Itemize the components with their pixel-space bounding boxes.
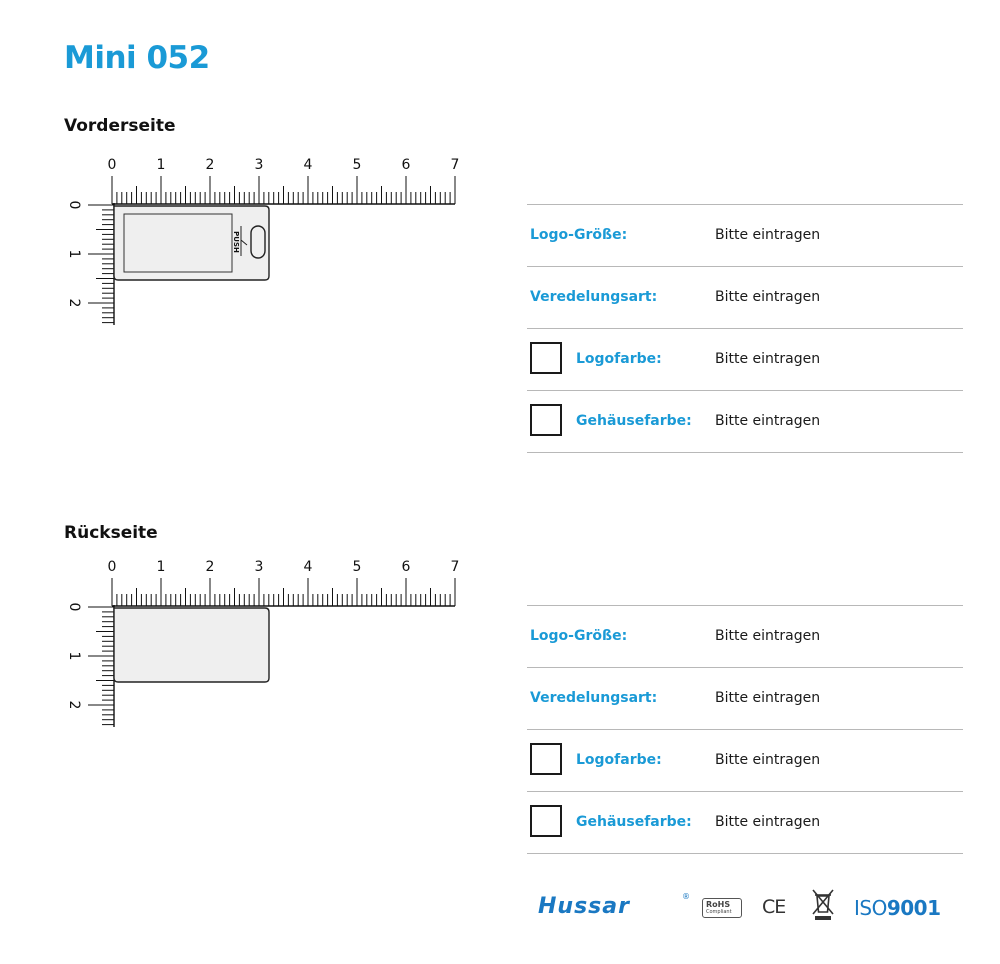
spec-row bbox=[527, 605, 963, 667]
rohs-badge bbox=[702, 898, 742, 918]
device-outline bbox=[114, 608, 269, 682]
ruler-h-label: 2 bbox=[205, 157, 215, 173]
device-outline bbox=[114, 206, 269, 280]
ruler-v-label: 1 bbox=[66, 651, 82, 661]
ruler-h-label: 1 bbox=[156, 559, 166, 575]
spec-value[interactable]: Bitte eintragen bbox=[715, 227, 821, 243]
ruler-h-label: 0 bbox=[107, 559, 117, 575]
rohs-label: RoHS bbox=[706, 900, 731, 909]
spec-value[interactable]: Bitte eintragen bbox=[715, 413, 821, 429]
ruler-h-label: 3 bbox=[254, 559, 264, 575]
ruler-h-label: 3 bbox=[254, 157, 264, 173]
spec-value[interactable]: Bitte eintragen bbox=[715, 351, 821, 367]
spec-row bbox=[527, 729, 963, 791]
ruler-h-label: 4 bbox=[303, 559, 313, 575]
ruler-h-label: 5 bbox=[352, 559, 362, 575]
ruler-v-label: 0 bbox=[66, 200, 82, 210]
registered-mark: ® bbox=[682, 892, 690, 901]
color-swatch-box[interactable] bbox=[530, 743, 562, 775]
spec-label: Logo-Größe: bbox=[530, 227, 628, 243]
ruler-h-label: 4 bbox=[303, 157, 313, 173]
footer-logos bbox=[538, 886, 958, 930]
ce-mark: CE bbox=[762, 896, 786, 918]
ruler-v-label: 2 bbox=[66, 298, 82, 308]
color-swatch-box[interactable] bbox=[530, 342, 562, 374]
spec-row bbox=[527, 266, 963, 328]
page-title: Mini 052 bbox=[64, 40, 210, 76]
spec-row bbox=[527, 204, 963, 266]
ruler-h-label: 6 bbox=[401, 157, 411, 173]
back-spec-table bbox=[527, 605, 963, 854]
front-ruler bbox=[60, 150, 480, 335]
spec-value[interactable]: Bitte eintragen bbox=[715, 752, 821, 768]
ruler-v-label: 1 bbox=[66, 249, 82, 259]
back-heading: Rückseite bbox=[64, 523, 158, 543]
spec-label: Logofarbe: bbox=[576, 351, 662, 367]
ruler-h-label: 7 bbox=[450, 157, 460, 173]
ruler-v-label: 2 bbox=[66, 700, 82, 710]
iso-prefix: ISO bbox=[854, 896, 887, 920]
rohs-sub: Compliant bbox=[706, 909, 732, 915]
color-swatch-box[interactable] bbox=[530, 404, 562, 436]
spec-label: Gehäusefarbe: bbox=[576, 814, 692, 830]
hussar-logo: Hussar bbox=[538, 894, 630, 919]
ruler-h-label: 0 bbox=[107, 157, 117, 173]
spec-row bbox=[527, 390, 963, 453]
spec-label: Veredelungsart: bbox=[530, 289, 658, 305]
ruler-h-label: 2 bbox=[205, 559, 215, 575]
front-heading: Vorderseite bbox=[64, 116, 176, 136]
spec-row bbox=[527, 328, 963, 390]
ruler-v-label: 0 bbox=[66, 602, 82, 612]
device-push-label: PUSH bbox=[232, 231, 240, 253]
back-ruler bbox=[60, 552, 480, 737]
ruler-h-label: 1 bbox=[156, 157, 166, 173]
iso-number: 9001 bbox=[886, 896, 941, 920]
weee-bin-icon bbox=[810, 888, 836, 922]
front-spec-table bbox=[527, 204, 963, 453]
spec-value[interactable]: Bitte eintragen bbox=[715, 289, 821, 305]
spec-value[interactable]: Bitte eintragen bbox=[715, 628, 821, 644]
spec-label: Veredelungsart: bbox=[530, 690, 658, 706]
spec-row bbox=[527, 667, 963, 729]
iso-mark bbox=[854, 896, 941, 920]
spec-value[interactable]: Bitte eintragen bbox=[715, 814, 821, 830]
spec-label: Logo-Größe: bbox=[530, 628, 628, 644]
spec-row bbox=[527, 791, 963, 854]
ruler-h-label: 6 bbox=[401, 559, 411, 575]
ruler-h-label: 7 bbox=[450, 559, 460, 575]
spec-value[interactable]: Bitte eintragen bbox=[715, 690, 821, 706]
spec-label: Logofarbe: bbox=[576, 752, 662, 768]
spec-label: Gehäusefarbe: bbox=[576, 413, 692, 429]
ruler-h-label: 5 bbox=[352, 157, 362, 173]
color-swatch-box[interactable] bbox=[530, 805, 562, 837]
